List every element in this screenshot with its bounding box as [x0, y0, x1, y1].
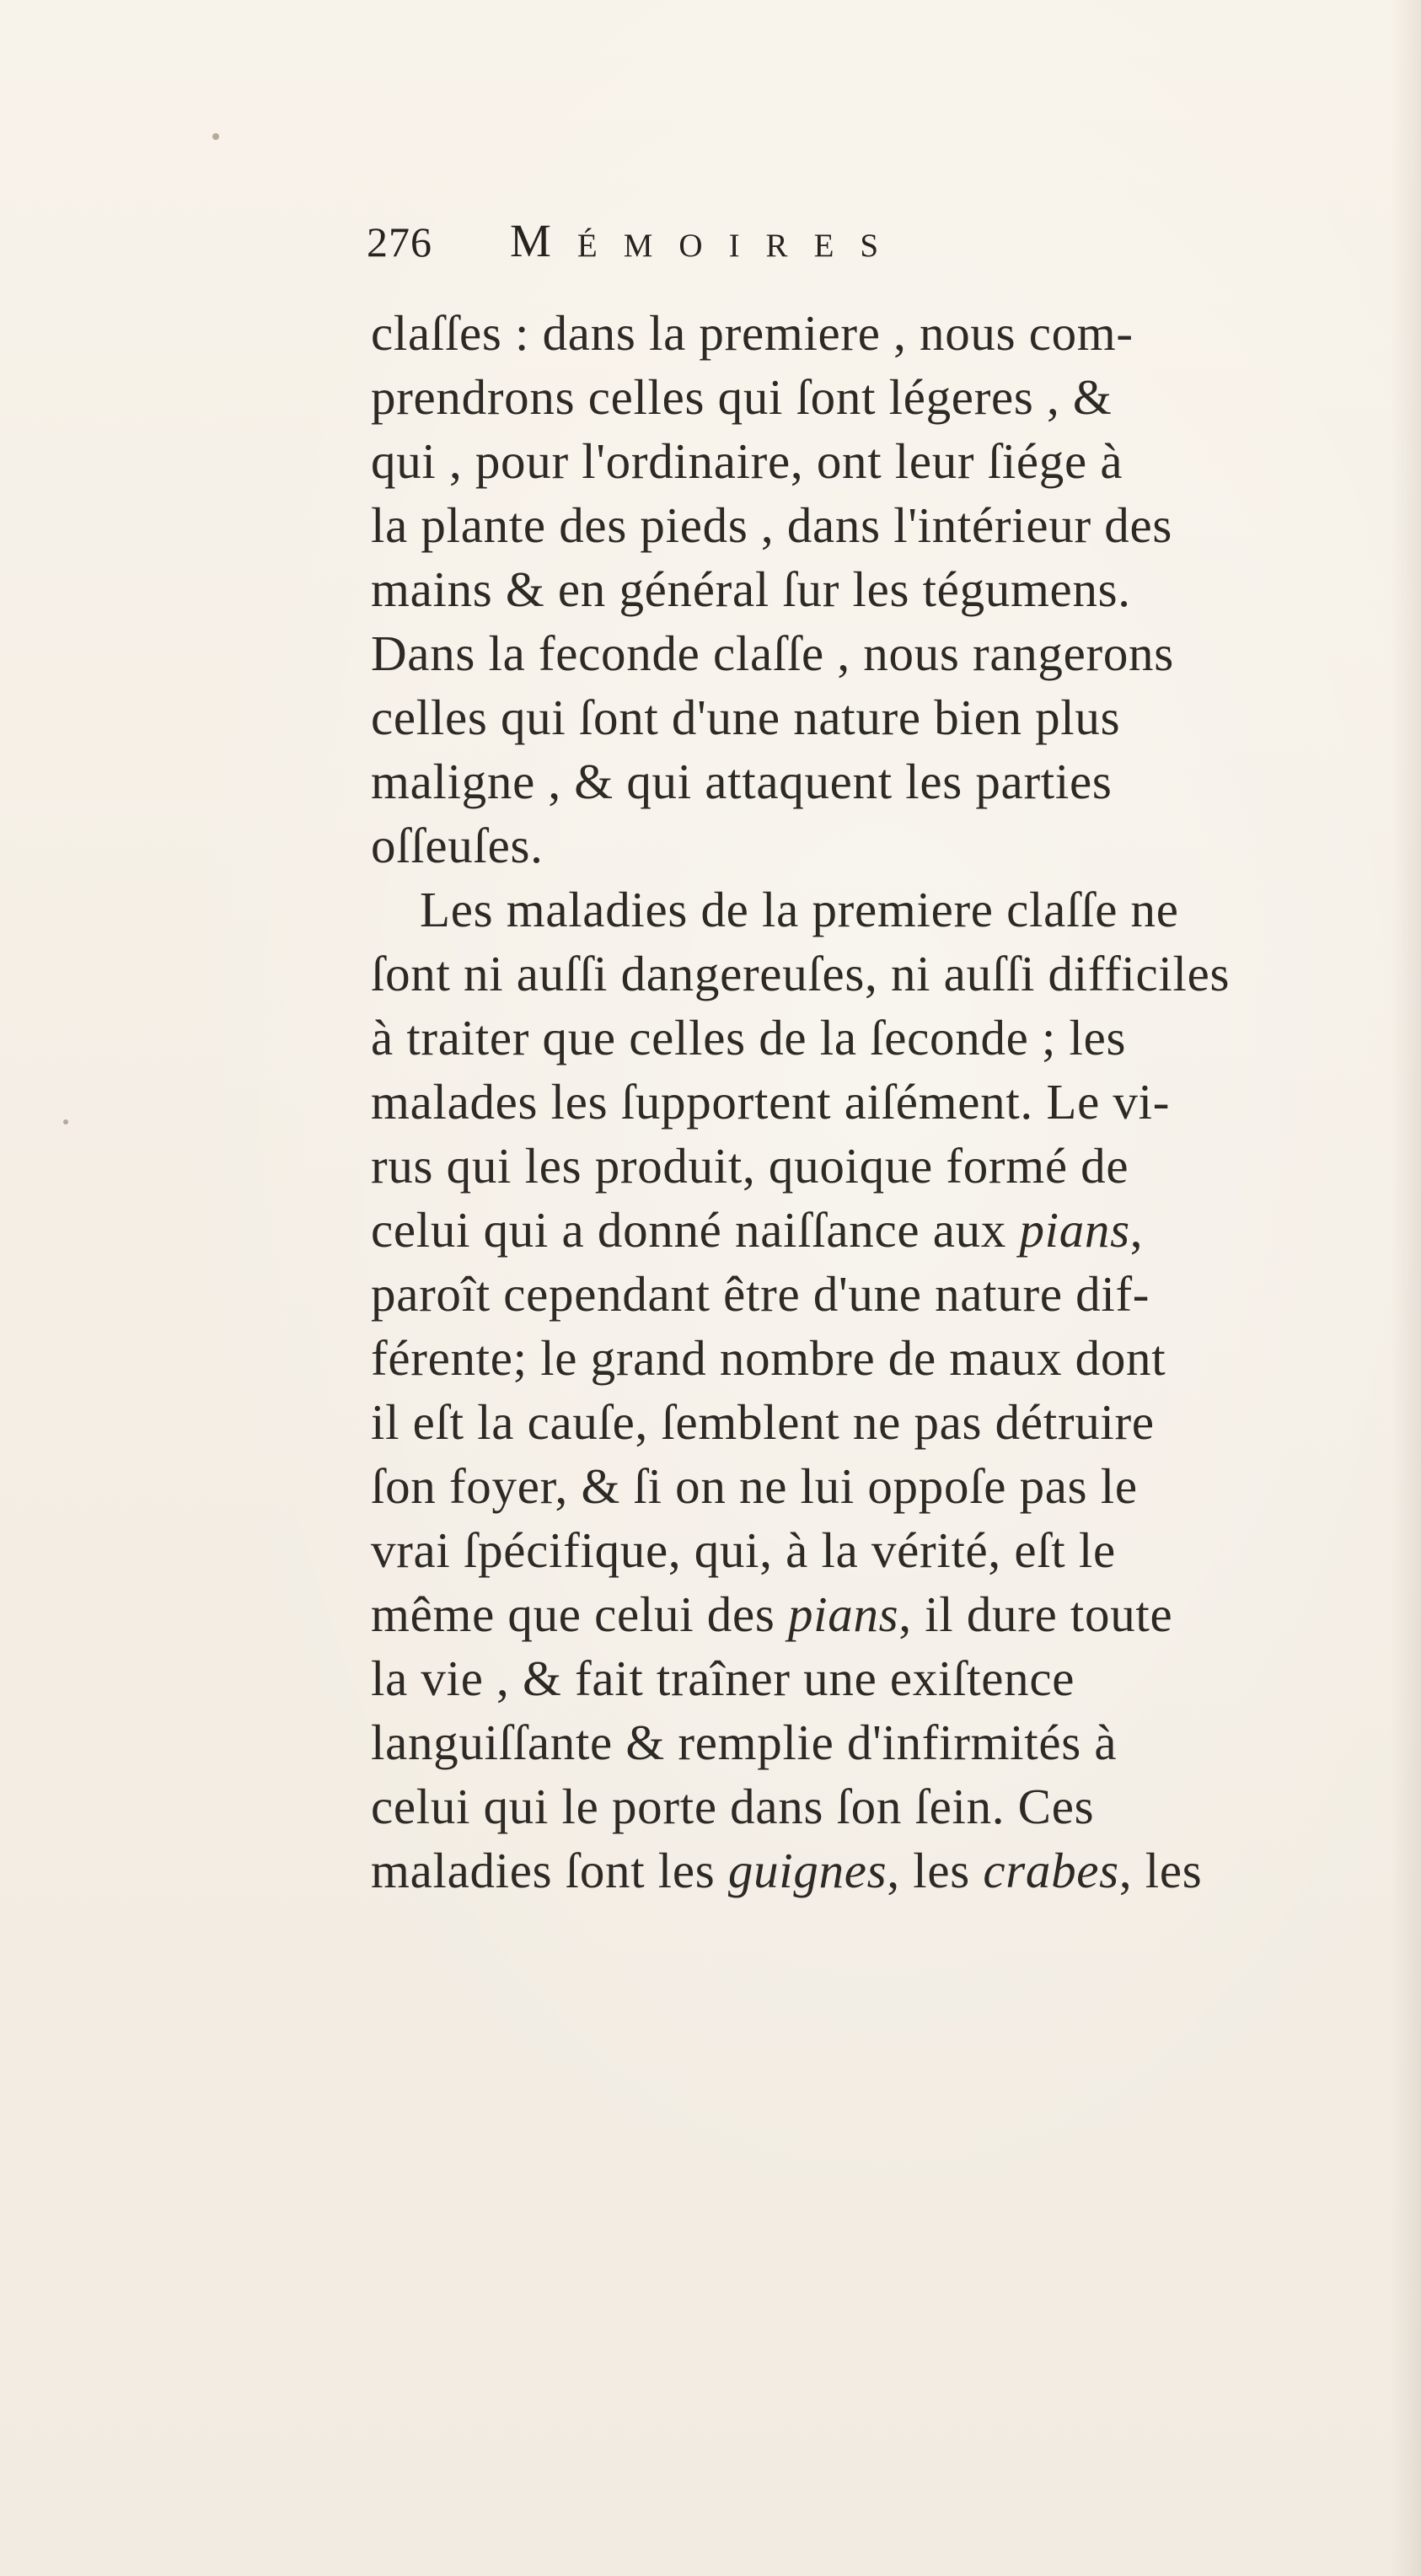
text-line: claſſes : dans la premiere , nous com- — [371, 305, 1134, 361]
italic-term-pians: pians — [787, 1586, 899, 1642]
text-line: Dans la feconde claſſe , nous rangerons — [371, 625, 1174, 681]
line-text-before-italic: même que celui des — [371, 1586, 788, 1642]
text-line: la vie , & fait traîner une exiſtence — [371, 1650, 1075, 1706]
paper-speck — [212, 133, 219, 140]
text-line: il eſt la cauſe, ſemblent ne pas détruire — [371, 1394, 1155, 1450]
text-line: rus qui les produit, quoique formé de — [371, 1138, 1129, 1194]
text-line: oſſeuſes. — [371, 818, 544, 873]
line-text-after-italic: , les — [1118, 1843, 1203, 1898]
text-line: ſont ni auſſi dangereuſes, ni auſſi difficiles — [371, 946, 1231, 1001]
text-line: vrai ſpécifique, qui, à la vérité, eſt le — [371, 1522, 1116, 1578]
body-text — [371, 301, 1399, 1902]
line-text-after-italic: , — [1129, 1202, 1144, 1258]
text-line: celui qui le porte dans ſon ſein. Ces — [371, 1779, 1095, 1834]
page-number: 276 — [367, 218, 432, 266]
text-line: languiſſante & remplie d'infirmités à — [371, 1715, 1118, 1770]
text-line-with-italic — [371, 1198, 1399, 1262]
italic-term-crabes: crabes — [983, 1843, 1119, 1898]
line-text-before-italic: maladies ſont les — [371, 1843, 728, 1898]
italic-term-guignes: guignes — [727, 1843, 887, 1898]
text-line: mains & en général ſur les tégumens. — [371, 561, 1131, 617]
text-line: la plante des pieds , dans l'intérieur des — [371, 497, 1172, 553]
text-line: maligne , & qui attaquent les parties — [371, 754, 1113, 809]
text-line: malades les ſupportent aiſément. Le vi- — [371, 1074, 1171, 1130]
text-line: celles qui ſont d'une nature bien plus — [371, 690, 1121, 745]
paragraph-start-line: Les maladies de la premiere claſſe ne — [420, 882, 1179, 937]
text-line: qui , pour l'ordinaire, ont leur ſiége à — [371, 433, 1123, 489]
text-line: ſon foyer, & ſi on ne lui oppoſe pas le — [371, 1458, 1138, 1514]
running-title: Mémoires — [510, 215, 905, 266]
text-line-with-italics — [371, 1838, 1399, 1902]
italic-term-pians: pians — [1019, 1202, 1130, 1258]
text-line: à traiter que celles de la ſeconde ; les — [371, 1010, 1127, 1065]
line-text-before-italic: celui qui a donné naiſſance aux — [371, 1202, 1020, 1258]
text-line: paroît cependant être d'une nature dif- — [371, 1266, 1150, 1322]
running-head — [367, 217, 1268, 285]
text-line: prendrons celles qui ſont légeres , & — [371, 369, 1113, 425]
line-text-between-italics: , les — [887, 1843, 984, 1898]
text-line: férente; le grand nombre de maux dont — [371, 1330, 1166, 1386]
paper-speck — [63, 1119, 68, 1124]
line-text-after-italic: , il dure toute — [898, 1586, 1173, 1642]
text-line-with-italic — [371, 1582, 1399, 1646]
